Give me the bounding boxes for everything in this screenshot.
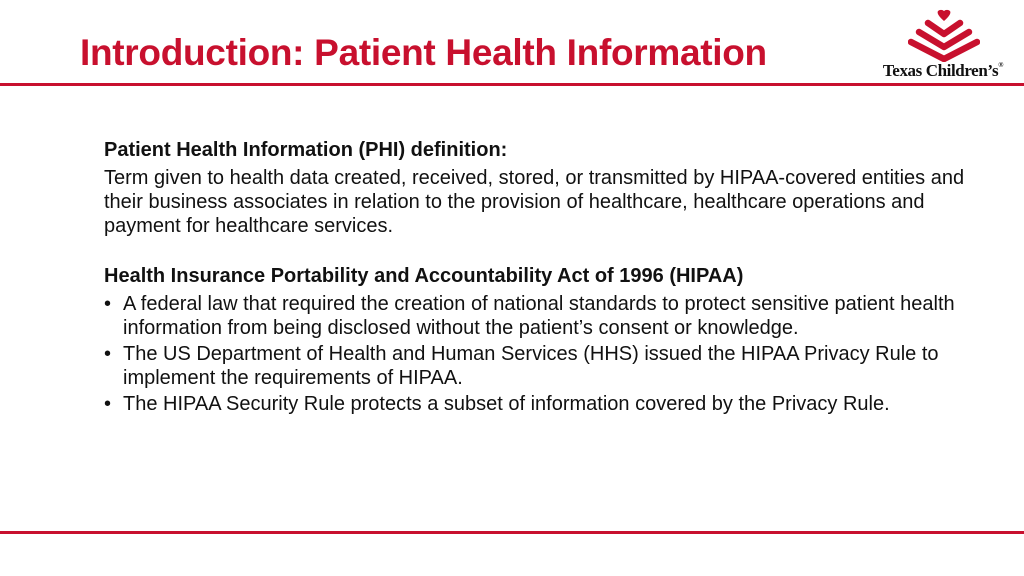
bullet-icon: • — [104, 393, 112, 415]
hearts-chevron-icon — [908, 8, 980, 62]
slide-title: Introduction: Patient Health Information — [80, 32, 767, 73]
hipaa-bullet-list — [104, 292, 984, 416]
registered-mark: ® — [998, 61, 1004, 69]
texas-childrens-logo — [868, 8, 1018, 82]
slide-body — [104, 138, 984, 418]
bullet-text: The US Department of Health and Human Services (HHS) issued the HIPAA Privacy Rule to implement the requirements of HIPAA. — [123, 343, 939, 389]
footer-divider — [0, 531, 1024, 534]
list-item — [104, 342, 984, 390]
bullet-text: A federal law that required the creation of national standards to protect sensitive patient health information from being disclosed without the patient’s consent or knowledge. — [123, 293, 955, 339]
phi-definition-section — [104, 138, 984, 238]
hipaa-heading: Health Insurance Portability and Accountability Act of 1996 (HIPAA) — [104, 265, 744, 287]
logo-wordmark: Texas Children’s® — [882, 61, 1004, 80]
bullet-icon: • — [104, 343, 112, 365]
phi-definition-heading: Patient Health Information (PHI) definition: — [104, 139, 508, 161]
bullet-text: The HIPAA Security Rule protects a subset of information covered by the Privacy Rule. — [123, 393, 890, 415]
list-item — [104, 392, 984, 416]
bullet-icon: • — [104, 293, 112, 315]
list-item — [104, 292, 984, 340]
phi-definition-text: Term given to health data created, received, stored, or transmitted by HIPAA-covered entities and their business associates in relation to the provision of healthcare, healthcare operations and payment for healthcare services. — [104, 167, 965, 237]
hipaa-section — [104, 264, 984, 416]
header-divider — [0, 83, 1024, 86]
